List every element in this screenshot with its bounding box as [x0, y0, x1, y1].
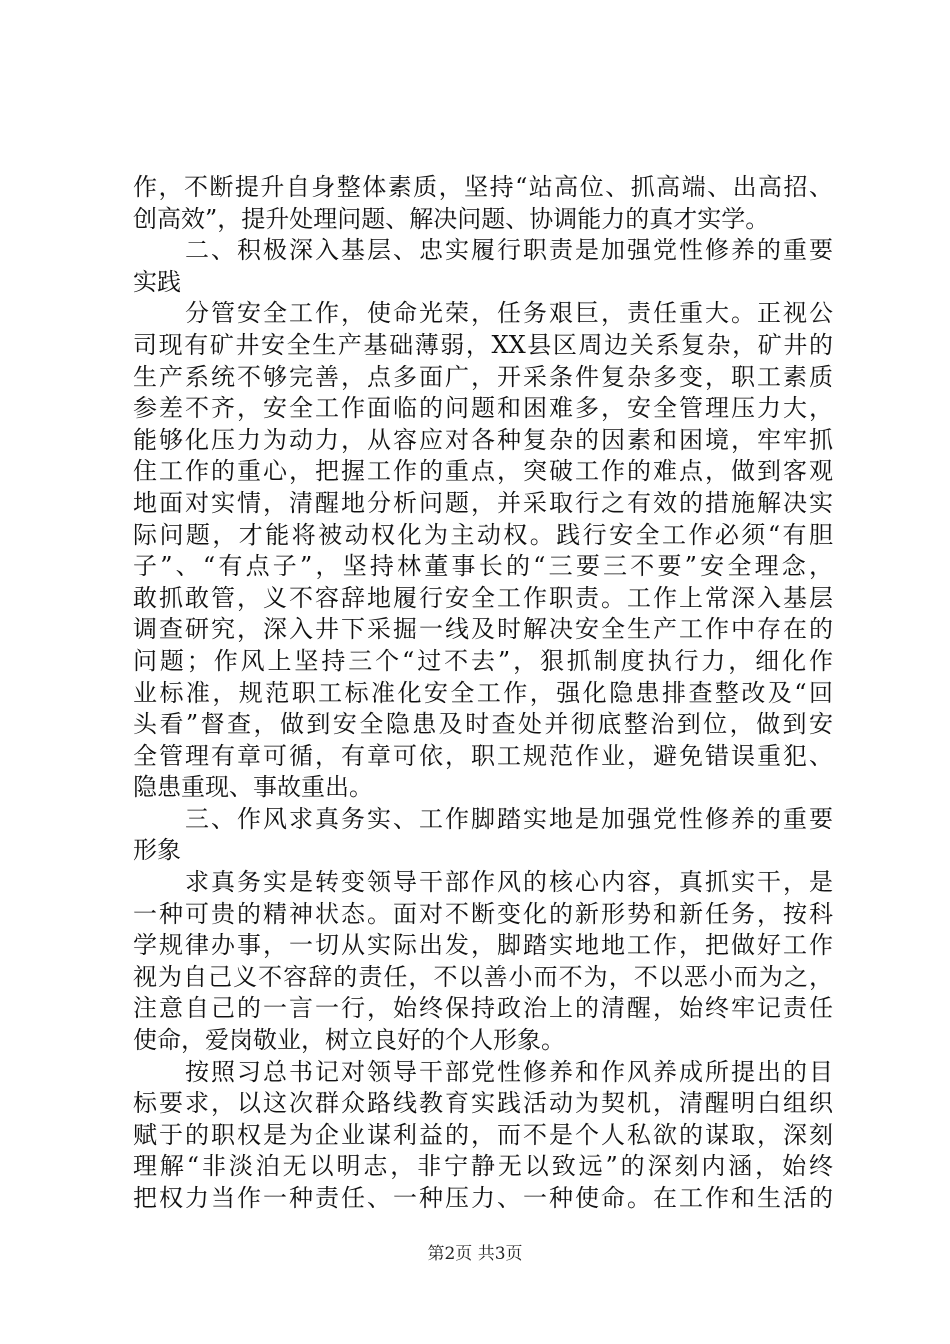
- text-line: 视为自己义不容辞的责任，不以善小而不为，不以恶小而为之，: [133, 962, 833, 991]
- text-line: 头看”督查，做到安全隐患及时查处并彻底整治到位，做到安: [133, 710, 833, 739]
- text-line: 把权力当作一种责任、一种压力、一种使命。在工作和生活的: [133, 1184, 833, 1212]
- section-heading-line: 实践: [133, 267, 181, 296]
- text-line: 求真务实是转变领导干部作风的核心内容，真抓实干，是: [133, 868, 833, 897]
- text-line: 能够化压力为动力，从容应对各种复杂的因素和困境，牢牢抓: [133, 425, 833, 454]
- section-heading-line: 二、积极深入基层、忠实履行职责是加强党性修养的重要: [133, 236, 833, 265]
- text-line: 调查研究，深入井下采掘一线及时解决安全生产工作中存在的: [133, 615, 833, 644]
- text-line: 敢抓敢管，义不容辞地履行安全工作职责。工作上常深入基层: [133, 583, 833, 612]
- text-line: 地面对实情，清醒地分析问题，并采取行之有效的措施解决实: [133, 488, 833, 517]
- text-line: 隐患重现、事故重出。: [133, 773, 373, 802]
- text-line: 一种可贵的精神状态。面对不断变化的新形势和新任务，按科: [133, 899, 833, 928]
- text-line: 学规律办事，一切从实际出发，脚踏实地地工作，把做好工作: [133, 931, 833, 960]
- text-line: 理解“非淡泊无以明志，非宁静无以致远”的深刻内涵，始终: [133, 1152, 833, 1181]
- page-footer: 第2页 共3页: [427, 1244, 523, 1264]
- text-line: 赋于的职权是为企业谋利益的，而不是个人私欲的谋取，深刻: [133, 1120, 833, 1149]
- text-line: 住工作的重心，把握工作的重点，突破工作的难点，做到客观: [133, 457, 833, 486]
- text-line: 标要求，以这次群众路线教育实践活动为契机，清醒明白组织: [133, 1089, 833, 1118]
- text-line: 子”、“有点子”，坚持林董事长的“三要三不要”安全理念，: [133, 552, 833, 581]
- text-line: 分管安全工作，使命光荣，任务艰巨，责任重大。正视公: [133, 299, 833, 328]
- text-line: 创高效”，提升处理问题、解决问题、协调能力的真才实学。: [133, 204, 770, 233]
- body-text: [133, 172, 833, 1215]
- text-line: 按照习总书记对领导干部党性修养和作风养成所提出的目: [133, 1057, 833, 1086]
- text-line: 问题；作风上坚持三个“过不去”，狠抓制度执行力，细化作: [133, 646, 833, 675]
- text-line: 使命，爱岗敬业，树立良好的个人形象。: [133, 1026, 565, 1055]
- text-line: 业标准，规范职工标准化安全工作，强化隐患排查整改及“回: [133, 678, 833, 707]
- text-line: 参差不齐，安全工作面临的问题和困难多，安全管理压力大，: [133, 394, 833, 423]
- text-line: 际问题，才能将被动权化为主动权。践行安全工作必须“有胆: [133, 520, 833, 549]
- text-line: 作，不断提升自身整体素质，坚持“站高位、抓高端、出高招、: [133, 173, 833, 201]
- section-heading-line: 形象: [133, 836, 181, 865]
- section-heading-line: 三、作风求真务实、工作脚踏实地是加强党性修养的重要: [133, 804, 833, 833]
- text-line: 注意自己的一言一行，始终保持政治上的清醒，始终牢记责任: [133, 994, 833, 1023]
- text-line: 全管理有章可循，有章可依，职工规范作业，避免错误重犯、: [133, 741, 833, 770]
- text-line: 司现有矿井安全生产基础薄弱，XX县区周边关系复杂，矿井的: [133, 330, 833, 359]
- text-line: 生产系统不够完善，点多面广，开采条件复杂多变，职工素质: [133, 362, 833, 391]
